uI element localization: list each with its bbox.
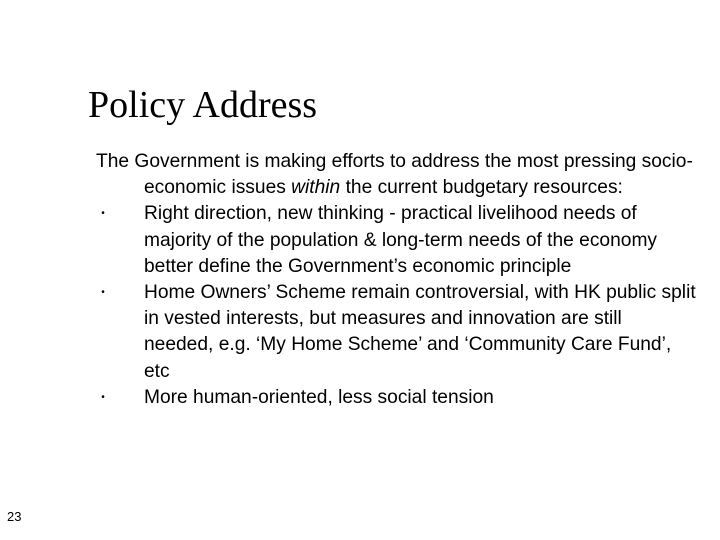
bullet-dot-icon: •	[101, 208, 105, 220]
page-number: 23	[7, 509, 22, 524]
slide-body	[96, 149, 696, 411]
bullet-text: Right direction, new thinking - practical livelihood needs of majority of the population & long-term needs of the economy better define the Government’s economic principle	[144, 203, 658, 277]
bullet-item	[96, 280, 696, 385]
slide-title: Policy Address	[88, 84, 318, 126]
bullet-text: Home Owners’ Scheme remain controversial, with HK public split in vested interests, but measures and innovation are still needed, e.g. ‘My Home Scheme’ and ‘Community Care Fund’, etc	[144, 282, 696, 382]
bullet-dot-icon: •	[101, 287, 105, 299]
intro-paragraph	[96, 149, 696, 201]
bullet-item	[96, 385, 696, 411]
intro-text-after: the current budgetary resources:	[340, 177, 623, 199]
bullet-item	[96, 201, 696, 280]
intro-emphasis: within	[291, 177, 341, 199]
bullet-dot-icon: •	[101, 391, 105, 403]
intro-text-before: The Government is making efforts to address the most pressing socio-economic issues	[96, 151, 693, 199]
bullet-text: More human-oriented, less social tension	[144, 386, 494, 408]
